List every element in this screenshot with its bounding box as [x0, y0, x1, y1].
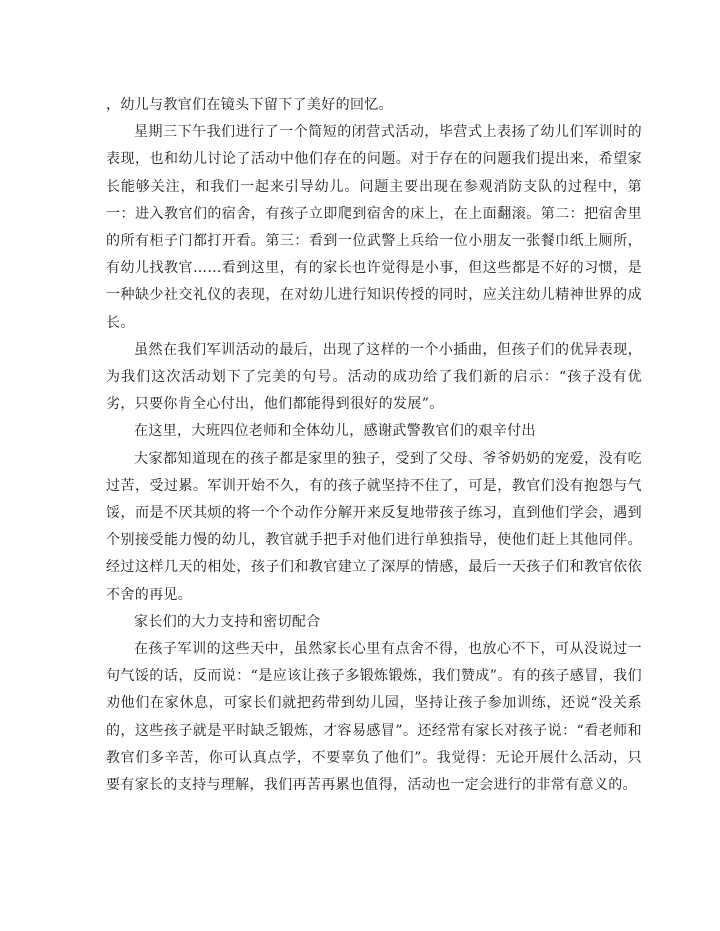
- section-heading-thanks-officers: 在这里，大班四位老师和全体幼儿，感谢武警教官们的艰辛付出: [134, 423, 536, 440]
- section-heading-parent-support: 家长们的大力支持和密切配合: [134, 613, 321, 630]
- paragraph-closing-ceremony: 星期三下午我们进行了一个简短的闭营式活动，毕营式上表扬了幼儿们军训时的表现，也和幼儿讨论了活动中他们存在的问题。对于存在的问题我们提出来，希望家长能够关注，和我们一起来引导幼儿。问题主要出现在参观消防支队的过程中，第一：进入教官们的宿舍，有孩子立即爬到宿舍的床上，在上面翻滚。第二：把宿舍里的所有柜子门都打开看。第三：看到一位武警上兵给一位小朋友一张餐巾纸上厕所，有幼儿找教官……看到这里，有的家长也许觉得是小事，但这些都是不好的习惯，是一种缺少社交礼仪的表现，在对幼儿进行知识传授的同时，应关注幼儿精神世界的成长。: [106, 124, 642, 331]
- paragraph-officers-patience: 大家都知道现在的孩子都是家里的独子，受到了父母、爷爷奶奶的宠爱，没有吃过苦，受过累。军训开始不久，有的孩子就坚持不住了，可是，教官们没有抱怨与气馁，而是不厌其烦的将一个个动作分解开来反复地带孩子练习，直到他们学会，遇到个别接受能力慢的幼儿，教官就手把手对他们进行单独指导，使他们赶上其他同伴。经过这样几天的相处，孩子们和教官建立了深厚的情感，最后一天孩子们和教官依依不舍的再见。: [106, 450, 642, 603]
- paragraph-intro-fragment: ，幼儿与教官们在镜头下留下了美好的回忆。: [106, 97, 393, 113]
- paragraph-parents-cooperation: 在孩子军训的这些天中，虽然家长心里有点舍不得，也放心不下，可从没说过一句气馁的话，反而说：“是应该让孩子多锻炼锻炼，我们赞成”。有的孩子感冒，我们劝他们在家休息，可家长们就把药带到幼儿园，坚持让孩子参加训练，还说“没关系的，这些孩子就是平时缺乏锻炼，才容易感冒”。还经常有家长对孩子说：“看老师和教官们多辛苦，你可认真点学，不要辜负了他们”。我觉得：无论开展什么活动，只要有家长的支持与理解，我们再苦再累也值得，活动也一定会进行的非常有意义的。: [106, 641, 642, 794]
- paragraph-activity-conclusion: 虽然在我们军训活动的最后，出现了这样的一个小插曲，但孩子们的优异表现，为我们这次活动划下了完美的句号。活动的成功给了我们新的启示：“孩子没有优劣，只要你肯全心付出，他们都能得到很好的发展”。: [106, 341, 642, 413]
- document-body: [106, 92, 642, 799]
